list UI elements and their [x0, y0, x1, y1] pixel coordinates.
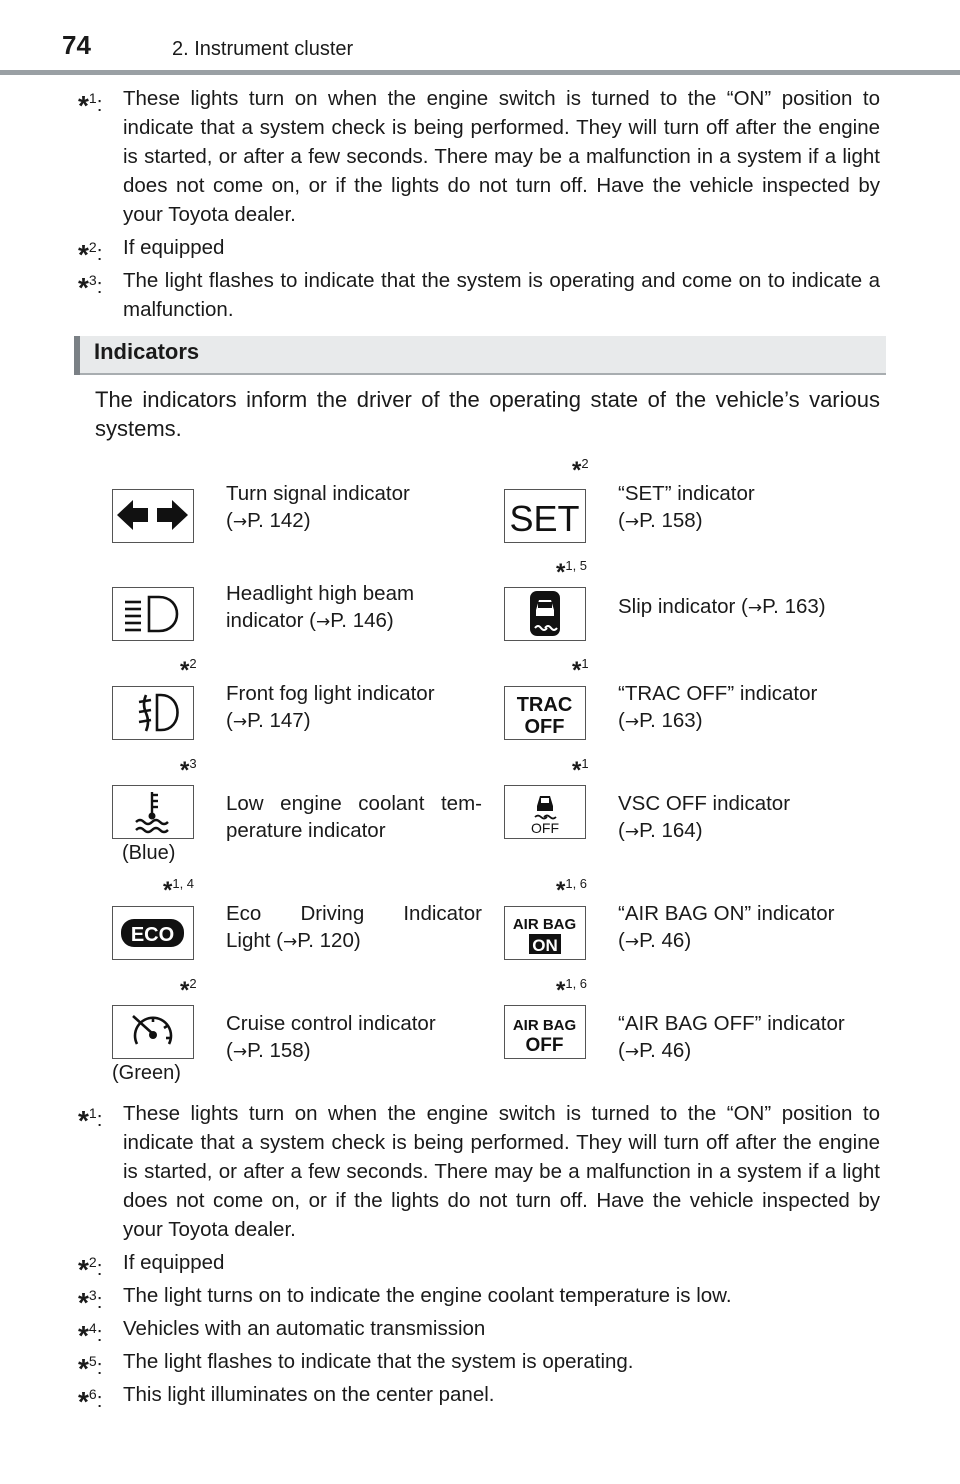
indicator-name: VSC OFF indicator: [618, 792, 791, 815]
svg-text:ON: ON: [532, 936, 558, 955]
requirement-note: *2: [572, 456, 589, 484]
footnote: *$^6$: This light illuminates on the center panel.: [78, 1383, 495, 1417]
indicator-name: Cruise control indicator: [226, 1012, 436, 1035]
section-accent: [74, 336, 80, 375]
vsc-off-icon: [504, 785, 586, 839]
indicator-name: Front fog light indicator: [226, 682, 435, 705]
turn-signal-icon: [112, 489, 194, 543]
cruise-control-icon: [112, 1005, 194, 1059]
footnote: *$^3$: The light turns on to indicate the engine coolant temperature is low.: [78, 1284, 732, 1318]
footnote: *$^2$: If equipped: [78, 1251, 225, 1285]
high-beam-icon: [112, 587, 194, 641]
page-reference: P. 158: [639, 509, 696, 532]
requirement-note: *2: [180, 656, 197, 684]
indicator-name: “TRAC OFF” indicator: [618, 682, 818, 705]
trac-off-icon: [504, 686, 586, 740]
page-reference: P. 142: [247, 509, 304, 532]
front-fog-icon: [112, 686, 194, 740]
page-reference: P. 163: [762, 595, 819, 618]
slip-icon: [504, 587, 586, 641]
svg-text:OFF: OFF: [524, 716, 565, 738]
footnotes-top: [78, 84, 880, 328]
requirement-note: *2: [180, 976, 197, 1004]
page-reference: P. 164: [639, 819, 696, 842]
page-reference: P. 163: [639, 709, 696, 732]
requirement-note: *1, 4: [163, 876, 195, 904]
indicator-name: “AIR BAG OFF” indicator: [618, 1012, 845, 1035]
svg-text:AIR BAG: AIR BAG: [512, 1017, 577, 1034]
color-caption: (Blue): [122, 842, 176, 864]
eco-icon: [112, 906, 194, 960]
color-caption: (Green): [112, 1062, 181, 1084]
indicator-name: Slip indicator (: [618, 595, 748, 618]
indicator-name: Headlight high beam: [226, 582, 415, 605]
page-reference: P. 147: [247, 709, 304, 732]
coolant-temp-icon: [112, 785, 194, 839]
requirement-note: *1, 6: [556, 976, 588, 1004]
airbag-on-icon: [504, 906, 586, 960]
page-reference: P. 46: [639, 929, 685, 952]
section-heading: [74, 336, 886, 375]
footnote: *$^1$: These lights turn on when the engine switch is turned to the “ON” position to indicate that a system check is being performed. They will turn off after the engine is started, or after a few seconds. There may be a malfunction in a system if a light does not come on, or if the lights do not turn off. Have the vehicle inspected by your Toyota dealer.: [78, 87, 880, 226]
section-intro: The indicators inform the driver of the operating state of the vehicle’s various systems.: [95, 387, 880, 441]
indicator-name: “AIR BAG ON” indicator: [618, 902, 835, 925]
requirement-note: *1: [572, 756, 589, 784]
indicator-name: Turn signal indicator: [226, 482, 410, 505]
footnote: *$^3$: The light flashes to indicate that the system is operating and come on to indicate a malfunction.: [78, 269, 880, 321]
indicator-name: Low engine coolant tem-: [226, 792, 482, 815]
page-header: [0, 0, 960, 80]
set-icon: [504, 489, 586, 543]
indicator-name: Eco Driving Indicator: [226, 902, 482, 925]
footnote: *$^2$: If equipped: [78, 236, 225, 270]
requirement-note: *1, 5: [556, 558, 588, 586]
page-reference: P. 120: [297, 929, 354, 952]
page-number: 74: [62, 30, 91, 60]
svg-text:OFF: OFF: [531, 820, 559, 836]
airbag-off-icon: [504, 1005, 586, 1059]
section-title: Indicators: [94, 339, 200, 364]
footnotes-bottom: [78, 1099, 880, 1417]
footnote: *$^5$: The light flashes to indicate that the system is operating.: [78, 1350, 634, 1384]
requirement-note: *1: [572, 656, 589, 684]
requirement-note: *1, 6: [556, 876, 588, 904]
footnote: *$^4$: Vehicles with an automatic transmission: [78, 1317, 486, 1351]
svg-text:ECO: ECO: [130, 924, 175, 946]
svg-text:OFF: OFF: [525, 1035, 564, 1056]
svg-text:TRAC: TRAC: [516, 694, 573, 716]
chapter-title: 2. Instrument cluster: [172, 38, 354, 60]
page-reference: P. 46: [639, 1039, 685, 1062]
footnote: *$^1$: These lights turn on when the engine switch is turned to the “ON” position to indicate that a system check is being performed. They will turn off after the engine is started, or after a few seconds. There may be a malfunction in a system if a light does not come on, or if the lights do not turn off. Have the vehicle inspected by your Toyota dealer.: [78, 1102, 880, 1241]
svg-text:AIR BAG: AIR BAG: [512, 916, 577, 933]
page-reference: P. 146: [330, 609, 387, 632]
indicator-name: “SET” indicator: [618, 482, 755, 505]
requirement-note: *3: [180, 756, 197, 784]
page-reference: P. 158: [247, 1039, 304, 1062]
svg-text:SET: SET: [509, 498, 580, 539]
header-rule: [0, 70, 960, 75]
